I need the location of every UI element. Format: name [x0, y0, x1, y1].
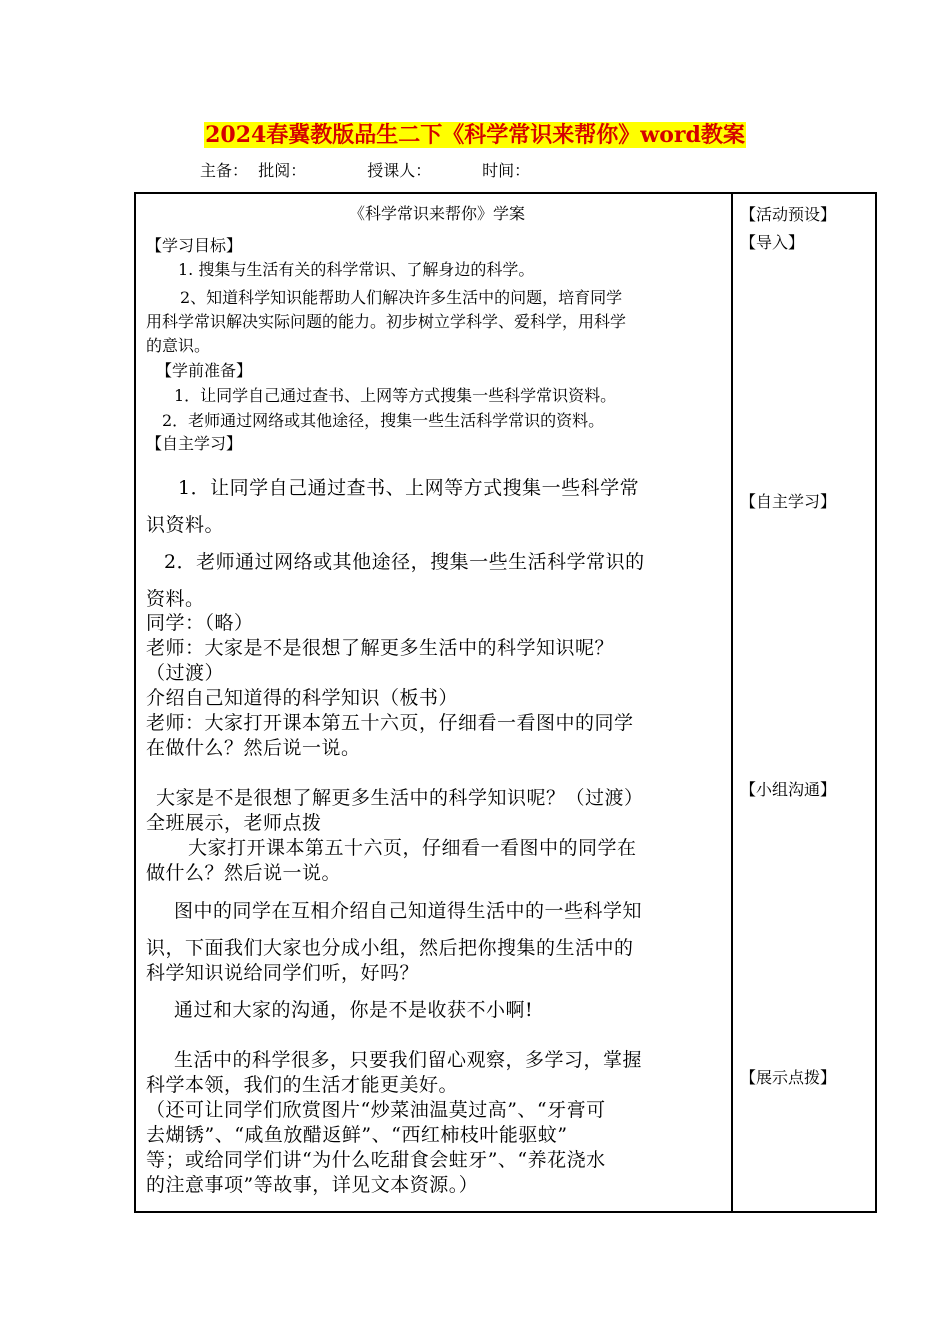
show-label: 【展示点拨】	[740, 1068, 837, 1087]
intro-note: 介绍自己知道得的科学知识（板书）	[146, 687, 459, 709]
para-7-line-2: 去煳锈”、“咸鱼放醋返鲜”、“西红柿枝叶能驱蚊”	[146, 1124, 568, 1146]
self-1-line-2: 识资料。	[146, 514, 225, 536]
para-4-line-1: 图中的同学在互相介绍自己知道得生活中的一些科学知	[174, 900, 643, 922]
goal-2-line-2: 用科学常识解决实际问题的能力。初步树立学科学、爱科学，用科学	[146, 312, 627, 331]
self-2-line-1: 2．老师通过网络或其他途径，搜集一些生活科学常识的	[164, 551, 645, 573]
goal-1: 1. 搜集与生活有关的科学常识、了解身边的科学。	[178, 260, 535, 279]
group-label: 【小组沟通】	[740, 780, 837, 799]
lesson-heading: 《科学常识来帮你》学案	[348, 204, 525, 223]
meta-shouke: 授课人：	[367, 161, 432, 180]
activity-header: 【活动预设】	[740, 205, 837, 224]
prep-header: 【学前准备】	[156, 361, 253, 380]
teacher-1-line-1: 老师：大家是不是很想了解更多生活中的科学知识呢？	[146, 637, 615, 659]
para-7-line-4: 的注意事项”等故事，详见文本资源。）	[146, 1174, 479, 1196]
para-5: 通过和大家的沟通，你是不是收获不小啊!	[174, 999, 534, 1021]
teacher-2-line-1: 老师：大家打开课本第五十六页，仔细看一看图中的同学	[146, 712, 634, 734]
para-4-line-3: 科学知识说给同学们听，好吗？	[146, 962, 420, 984]
document-title: 2024春冀教版品生二下《科学常识来帮你》word教案	[205, 122, 745, 148]
meta-zhubei: 主备：	[200, 161, 249, 180]
self-header: 【自主学习】	[146, 434, 243, 453]
goal-header: 【学习目标】	[146, 236, 243, 255]
para-6-line-2: 科学本领，我们的生活才能更美好。	[146, 1074, 459, 1096]
para-3-line-2: 做什么？然后说一说。	[146, 862, 342, 884]
self-2-line-2: 资料。	[146, 588, 205, 610]
goal-2-line-3: 的意识。	[146, 336, 211, 355]
prep-1: 1．让同学自己通过查书、上网等方式搜集一些科学常识资料。	[174, 386, 617, 405]
para-2: 全班展示，老师点拨	[146, 812, 322, 834]
meta-line	[200, 158, 530, 184]
self-study-label: 【自主学习】	[740, 492, 837, 511]
para-1: 大家是不是很想了解更多生活中的科学知识呢？（过渡）	[156, 787, 644, 809]
goal-2-line-1: 2、知道科学知识能帮助人们解决许多生活中的问题，培育同学	[180, 288, 623, 307]
para-4-line-2: 识，下面我们大家也分成小组，然后把你搜集的生活中的	[146, 937, 634, 959]
para-6-line-1: 生活中的科学很多，只要我们留心观察，多学习，掌握	[174, 1049, 643, 1071]
column-divider	[731, 192, 733, 1213]
student-answer: 同学：（略）	[146, 612, 254, 634]
meta-shijian: 时间：	[482, 161, 531, 180]
intro-label: 【导入】	[740, 233, 805, 252]
teacher-1-line-2: （过渡）	[146, 662, 225, 684]
prep-2: 2．老师通过网络或其他途径，搜集一些生活科学常识的资料。	[162, 411, 605, 430]
para-7-line-3: 等；或给同学们讲“为什么吃甜食会蛀牙”、“养花浇水	[146, 1149, 606, 1171]
para-3-line-1: 大家打开课本第五十六页，仔细看一看图中的同学在	[188, 837, 637, 859]
teacher-2-line-2: 在做什么？然后说一说。	[146, 737, 361, 759]
meta-piyue: 批阅：	[258, 161, 307, 180]
para-7-line-1: （还可让同学们欣赏图片“炒菜油温莫过高”、“牙膏可	[146, 1099, 606, 1121]
self-1-line-1: 1．让同学自己通过查书、上网等方式搜集一些科学常	[178, 477, 640, 499]
